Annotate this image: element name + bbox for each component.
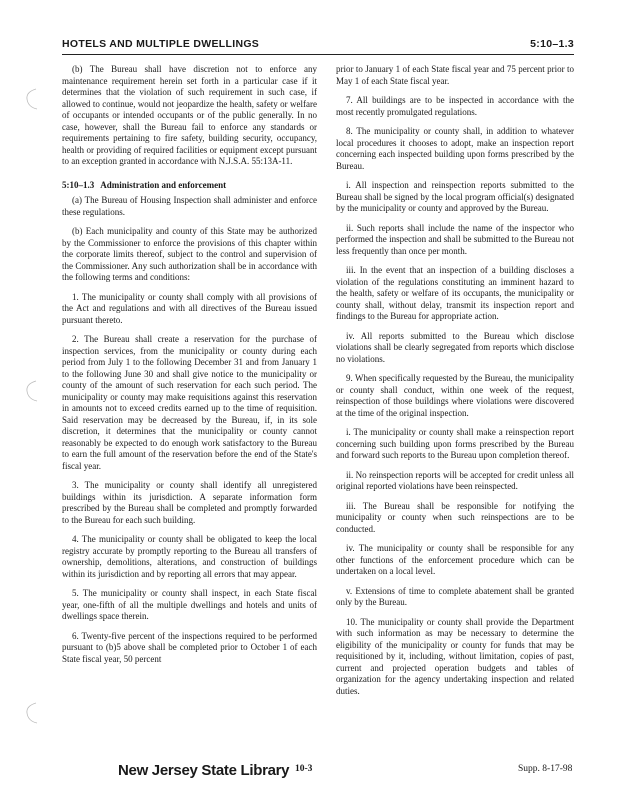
section-heading	[62, 180, 317, 192]
binder-hole-mark	[22, 700, 40, 726]
running-header	[62, 38, 574, 54]
supplement-date: Supp. 8-17-98	[518, 764, 573, 774]
paragraph-b: (b) Each municipality and county of this State may be authorized by the Commissioner to enforce the provisions of this chapter within the corporate limits thereof, subject to the control and supervision of the Commissioner. Any such authorization shall be in accordance with the following terms and conditions:	[62, 226, 317, 282]
list-item-7: 7. All buildings are to be inspected in accordance with the most recently promulgated regulations.	[336, 95, 574, 117]
list-item-2: 2. The Bureau shall create a reservation for the purchase of inspection services, from the municipality or county during each period from July 1 to the following December 31 and from January 1 to the following June 30 and shall give notice to the municipality or county of the amount of such reservation for each such period. The municipality or county may make requisitions against this reservation in amounts not to exceed credits earned up to the time of requisition. Said reservation may be decreased by the Bureau, if, in its sole discretion, it determines that the municipality or county cannot reasonably be expected to do enough work satisfactory to the Bureau to earn the full amount of the reservation before the end of the State's fiscal year.	[62, 334, 317, 471]
list-item-10: 10. The municipality or county shall provide the Department with such information as may be necessary to determine the eligibility of the municipality or county for funds that may be requisitioned by it, including, without limitation, copies of past, current and projected operation budgets and tables of organization for the agency undertaking inspection and related duties.	[336, 616, 574, 696]
list-item-4: 4. The municipality or county shall be obligated to keep the local registry accurate by promptly reporting to the Bureau all transfers of ownership, demolitions, alterations, and construction of buildings within its jurisdiction and by reporting all errors that may appear.	[62, 534, 317, 579]
list-item-9-v: v. Extensions of time to complete abatement shall be granted only by the Bureau.	[336, 585, 574, 607]
section-number: 5:10–1.3	[62, 179, 95, 190]
library-stamp: New Jersey State Library	[118, 762, 290, 779]
list-item-8: 8. The municipality or county shall, in addition to whatever local procedures it chooses to adopt, make an inspection report concerning each inspected building upon forms prescribed by the Bureau.	[336, 126, 574, 171]
list-item-9-iv: iv. The municipality or county shall be responsible for any other functions of the enforcement procedure which can be undertaken on a local level.	[336, 543, 574, 576]
section-range: 5:10–1.3	[530, 38, 574, 50]
left-column	[62, 64, 317, 673]
right-column	[336, 64, 574, 705]
paragraph-a: (a) The Bureau of Housing Inspection shall administer and enforce these regulations.	[62, 195, 317, 217]
paragraph-b-bureau-discretion: (b) The Bureau shall have discretion not to enforce any maintenance requirement herein set forth in a particular case if it determines that the violation of such requirement in such case, if allowed to continue, would not jeopardize the health, safety or welfare of occupants or intended occupants or of the public generally. In no case, however, shall the Bureau fail to enforce any standards or requirements pertaining to fire safety, building security, occupancy, health or providing of required facilities or equipment except pursuant to an exception granted in accordance with N.J.S.A. 55:13A-11.	[62, 64, 317, 166]
chapter-title: HOTELS AND MULTIPLE DWELLINGS	[62, 38, 260, 50]
binder-hole-mark	[22, 86, 40, 112]
binder-hole-mark	[22, 378, 40, 404]
list-item-6: 6. Twenty-five percent of the inspections required to be performed pursuant to (b)5 above shall be completed prior to October 1 of each State fiscal year, 50 percent	[62, 630, 317, 664]
list-item-8-i: i. All inspection and reinspection reports submitted to the Bureau shall be signed by the local program official(s) designated by the municipality or county and approved by the Bureau.	[336, 180, 574, 213]
list-item-5: 5. The municipality or county shall inspect, in each State fiscal year, one-fifth of all the multiple dwellings and hotels and units of dwellings space therein.	[62, 588, 317, 621]
list-item-8-ii: ii. Such reports shall include the name of the inspector who performed the inspection and shall be submitted to the Bureau not less frequently than once per month.	[336, 222, 574, 256]
list-item-9-i: i. The municipality or county shall make a reinspection report concerning such building upon forms prescribed by the Bureau and forward such reports to the Bureau upon completion thereof.	[336, 427, 574, 460]
list-item-9-ii: ii. No reinspection reports will be accepted for credit unless all original reported violations have been reinspected.	[336, 469, 574, 491]
list-item-9: 9. When specifically requested by the Bureau, the municipality or county shall conduct, within one week of the request, reinspection of those buildings where violations were discovered at the time of the original inspection.	[336, 373, 574, 418]
list-item-3: 3. The municipality or county shall identify all unregistered buildings within its jurisdiction. A separate information form prescribed by the Bureau shall be completed and promptly forwarded to the Bureau for each such building.	[62, 480, 317, 525]
list-item-6-continued: prior to January 1 of each State fiscal year and 75 percent prior to May 1 of each State fiscal year.	[336, 64, 574, 86]
list-item-9-iii: iii. The Bureau shall be responsible for notifying the municipality or county when such reinspections are to be conducted.	[336, 500, 574, 534]
section-title: Administration and enforcement	[100, 179, 227, 190]
list-item-1: 1. The municipality or county shall comply with all provisions of the Act and regulations and with all directives of the Bureau issued pursuant thereto.	[62, 291, 317, 325]
header-rule	[62, 54, 574, 55]
page-number: 10-3	[295, 764, 313, 774]
list-item-8-iv: iv. All reports submitted to the Bureau which disclose violations shall be clearly segregated from reports which disclose no violations.	[336, 330, 574, 364]
list-item-8-iii: iii. In the event that an inspection of a building discloses a violation of the regulations constituting an imminent hazard to the health, safety or welfare of its occupants, the municipality or county shall, without delay, transmit its inspection report and findings to the Bureau for appropriate action.	[336, 265, 574, 321]
